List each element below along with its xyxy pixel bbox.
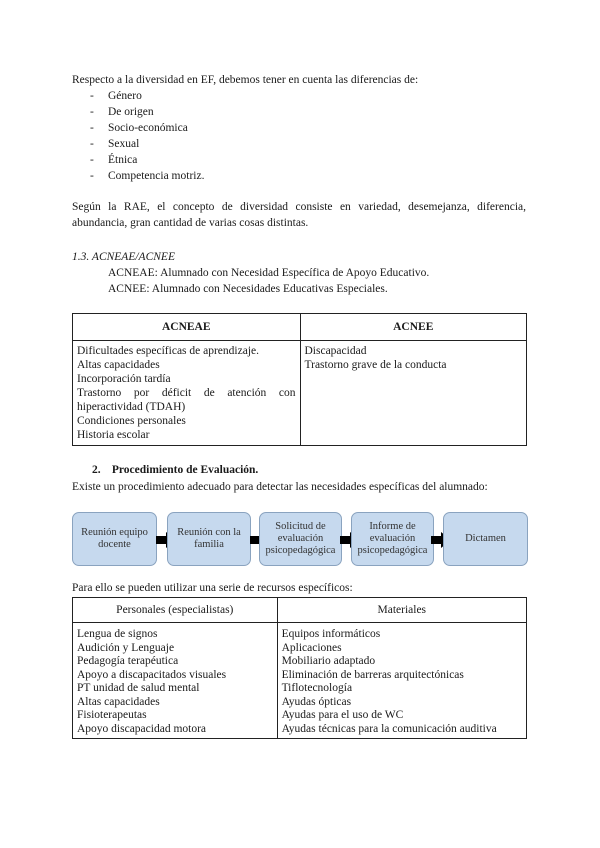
table-header-personales: Personales (especialistas) xyxy=(73,598,278,623)
table-item: Ayudas ópticas xyxy=(281,695,352,708)
personales-cell xyxy=(73,623,278,739)
list-item: - Socio-económica xyxy=(72,120,418,136)
section-2-heading xyxy=(92,462,258,478)
acneae-cell xyxy=(73,341,301,446)
flow-step-box: Solicitud de evaluación psicopedagógica xyxy=(259,512,342,566)
definition-acneae: ACNEAE: Alumnado con Necesidad Específica de Apoyo Educativo. xyxy=(108,267,430,279)
definition-acnee: ACNEE: Alumnado con Necesidades Educativas Especiales. xyxy=(108,283,388,295)
table-item: Trastorno por déficit de atención con hiperactividad (TDAH) xyxy=(77,387,296,413)
acneae-acnee-table xyxy=(72,313,527,446)
flow-step-box: Reunión con la familia xyxy=(167,512,251,566)
table-item: Apoyo a discapacitados visuales xyxy=(77,668,227,681)
rae-paragraph: Según la RAE, el concepto de diversidad consiste en variedad, desemejanza, diferencia, abundancia, gran cantidad de varias cosas distintas. xyxy=(72,201,526,229)
diversity-list xyxy=(72,88,418,184)
table-item: Mobiliario adaptado xyxy=(281,655,376,667)
section-2-number: 2. xyxy=(92,464,101,476)
list-item: - Competencia motriz. xyxy=(72,168,418,184)
list-item: - Étnica xyxy=(72,152,418,168)
table-item: Incorporación tardía xyxy=(77,373,171,385)
table-item: Apoyo discapacidad motora xyxy=(77,722,207,735)
resources-table xyxy=(72,597,527,739)
diversity-intro xyxy=(72,72,418,184)
table-item: Ayudas técnicas para la comunicación auditiva xyxy=(281,722,497,735)
list-item: - De origen xyxy=(72,104,418,120)
diversity-intro-text: Respecto a la diversidad en EF, debemos tener en cuenta las diferencias de: xyxy=(72,74,419,86)
table-item: Pedagogía terapéutica xyxy=(77,655,179,667)
table-header-acnee: ACNEE xyxy=(300,314,527,341)
definitions xyxy=(108,265,429,297)
table-header-acneae: ACNEAE xyxy=(73,314,301,341)
table-item: Fisioterapeutas xyxy=(77,709,147,721)
section-2-title: Procedimiento de Evaluación. xyxy=(111,464,259,476)
table-header-materiales: Materiales xyxy=(277,598,526,623)
flow-step-box: Dictamen xyxy=(443,512,528,566)
table-item: Altas capacidades xyxy=(77,359,160,371)
table-item: Trastorno grave de la conducta xyxy=(304,359,447,371)
table-item: Altas capacidades xyxy=(77,695,160,708)
list-item: - Sexual xyxy=(72,136,418,152)
table-item: Lengua de signos xyxy=(77,628,158,640)
list-item: - Género xyxy=(72,88,418,104)
table-item: Condiciones personales xyxy=(77,415,186,427)
table-item: Dificultades específicas de aprendizaje. xyxy=(77,345,259,357)
table-item: Audición y Lenguaje xyxy=(77,641,175,654)
table-item: PT unidad de salud mental xyxy=(77,682,200,694)
flow-step-box: Informe de evaluación psicopedagógica xyxy=(351,512,434,566)
materiales-cell xyxy=(277,623,526,739)
procedure-intro: Existe un procedimiento adecuado para detectar las necesidades específicas del alumnado: xyxy=(72,481,488,493)
section-1-3-heading: 1.3. ACNEAE/ACNEE xyxy=(72,251,175,263)
table-item: Ayudas para el uso de WC xyxy=(281,709,404,721)
table-item: Equipos informáticos xyxy=(281,628,381,640)
table-item: Discapacidad xyxy=(304,345,367,357)
table-item: Tiflotecnología xyxy=(281,682,353,694)
table-item: Eliminación de barreras arquitectónicas xyxy=(281,668,464,681)
acnee-cell xyxy=(300,341,527,446)
flow-step-box: Reunión equipo docente xyxy=(72,512,157,566)
table-item: Historia escolar xyxy=(77,429,150,441)
resources-intro: Para ello se pueden utilizar una serie de recursos específicos: xyxy=(72,582,353,594)
procedure-flowchart xyxy=(72,512,528,568)
table-item: Aplicaciones xyxy=(281,641,342,654)
